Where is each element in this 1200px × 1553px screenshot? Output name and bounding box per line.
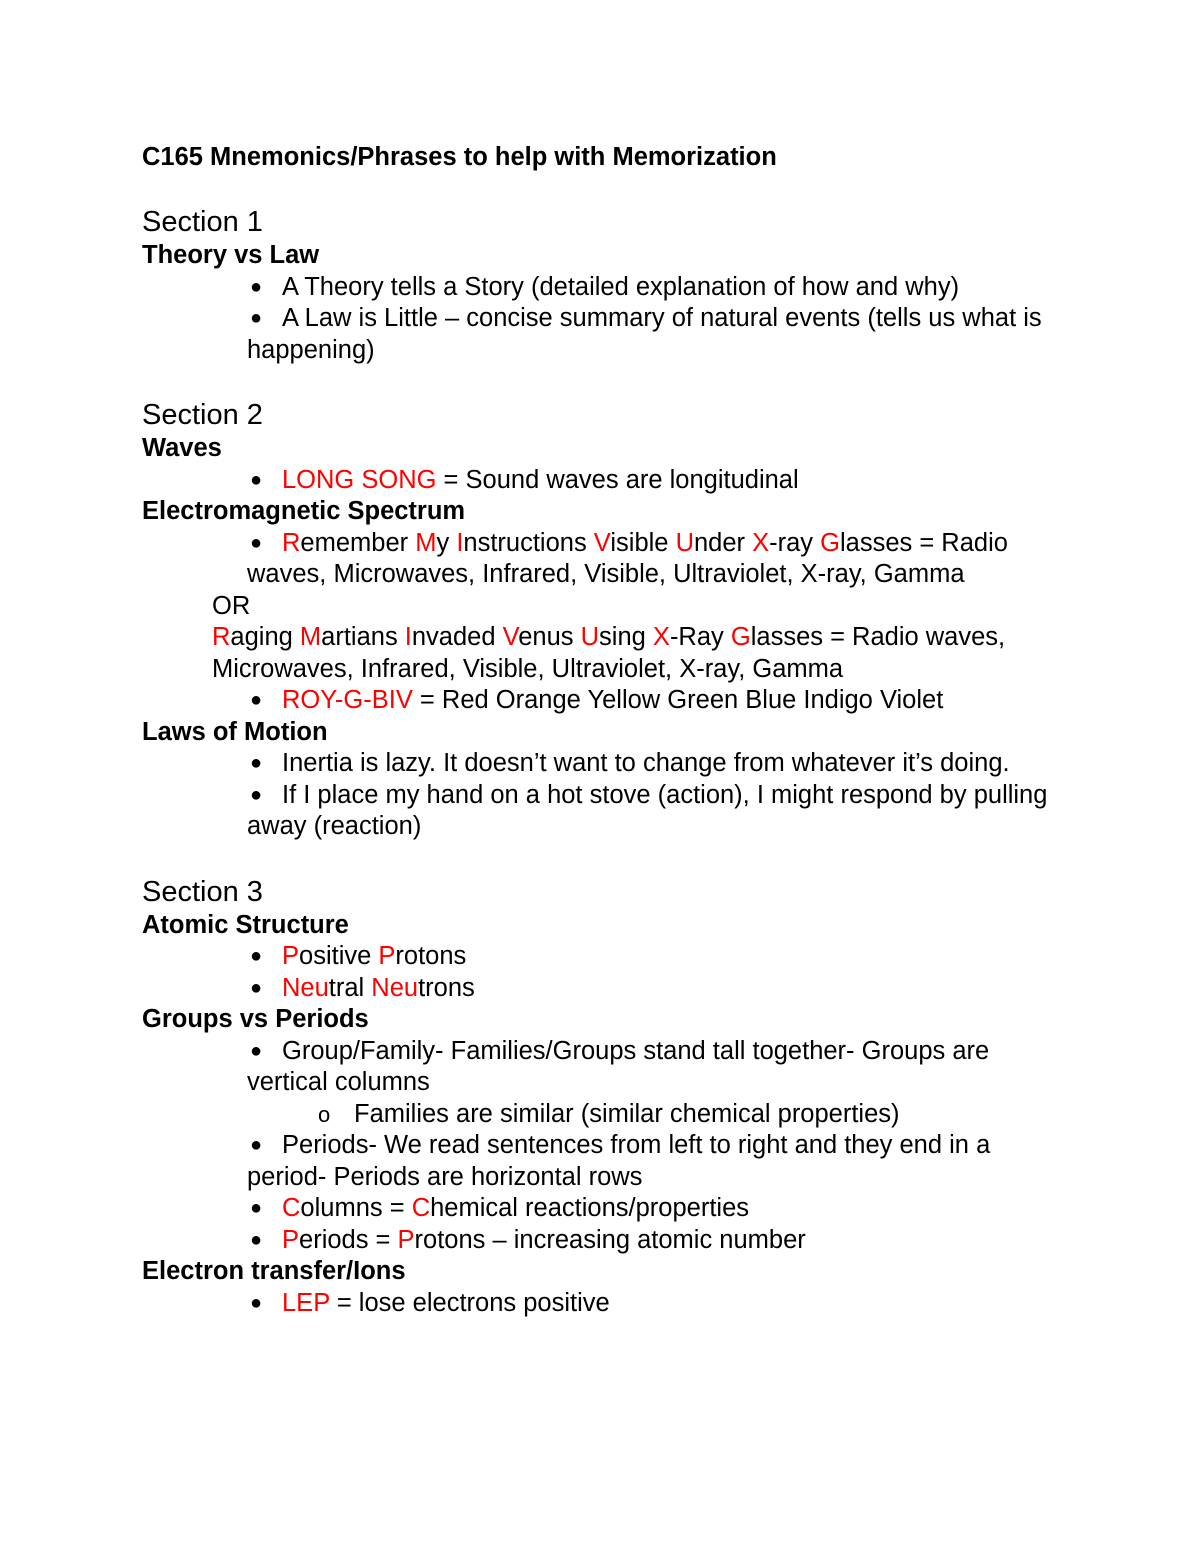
theory-vs-law-heading: Theory vs Law — [142, 241, 320, 269]
laws-of-motion-heading: Laws of Motion — [142, 717, 328, 746]
bullet-icon: ● — [250, 945, 263, 967]
section-3-heading: Section 3 — [142, 875, 263, 908]
list-item: ● Group/Family- Families/Groups stand tall together- Groups are vertical columns — [247, 1036, 990, 1096]
section-1-heading: Section 1 — [142, 206, 263, 238]
list-item: ● If I place my hand on a hot stove (action), I might respond by pulling away (reaction) — [247, 780, 1048, 840]
bullet-icon: ● — [250, 1197, 263, 1219]
list-item: ● Columns = Chemical reactions/properties — [142, 1193, 1062, 1225]
bullet-icon: ● — [250, 307, 263, 329]
bullet-icon: ● — [250, 468, 263, 491]
bullet-icon: ● — [250, 531, 263, 554]
em-spectrum-heading: Electromagnetic Spectrum — [142, 497, 466, 525]
bullet-icon: ● — [250, 976, 263, 999]
list-item: ● ROY-G-BIV = Red Orange Yellow Green Blue Indigo Violet — [142, 685, 1062, 717]
list-item: ● Inertia is lazy. It doesn’t want to change from whatever it’s doing. — [142, 748, 1062, 780]
list-item: ● Periods = Protons – increasing atomic number — [142, 1225, 1062, 1257]
bullet-icon: ● — [250, 275, 263, 298]
section-2-heading: Section 2 — [142, 399, 263, 431]
electron-transfer-heading: Electron transfer/Ions — [142, 1257, 406, 1285]
bullet-icon: ● — [250, 783, 263, 806]
bullet-icon: ● — [250, 1228, 263, 1251]
waves-heading: Waves — [142, 434, 222, 462]
atomic-structure-heading: Atomic Structure — [142, 910, 349, 939]
circle-bullet-icon: o — [318, 1101, 331, 1127]
or-text: OR — [212, 591, 251, 620]
bullet-icon: ● — [250, 1039, 263, 1062]
list-item: ● Remember My Instructions Visible Under X-ray Glasses = Radio waves, Microwaves, Infrared, Visible, Ultraviolet, X-ray, Gamma — [247, 528, 1008, 588]
bullet-icon: ● — [250, 689, 263, 711]
bullet-icon: ● — [250, 1291, 263, 1314]
list-item: ● Periods- We read sentences from left to right and they end in a period- Periods are horizontal rows — [247, 1131, 991, 1191]
sub-list-item: o Families are similar (similar chemical properties) — [142, 1099, 1062, 1131]
document-title: C165 Mnemonics/Phrases to help with Memorization — [142, 143, 777, 171]
groups-vs-periods-heading: Groups vs Periods — [142, 1005, 369, 1033]
list-item: ● Neutral Neutrons — [142, 973, 1062, 1005]
alternate-mnemonic: Raging Martians Invaded Venus Using X-Ray Glasses = Radio waves, Microwaves, Infrared, Visible, Ultraviolet, X-ray, Gamma — [212, 623, 1006, 683]
bullet-icon: ● — [250, 752, 263, 774]
list-item: ● LONG SONG = Sound waves are longitudinal — [142, 465, 1062, 497]
document-page — [142, 140, 1062, 1319]
list-item: ● Positive Protons — [142, 941, 1062, 973]
list-item: ● LEP = lose electrons positive — [142, 1288, 1062, 1320]
list-item: ● A Theory tells a Story (detailed explanation of how and why) — [142, 272, 1062, 304]
bullet-icon: ● — [250, 1134, 263, 1156]
list-item: ● A Law is Little – concise summary of natural events (tells us what is happening) — [247, 304, 1042, 364]
